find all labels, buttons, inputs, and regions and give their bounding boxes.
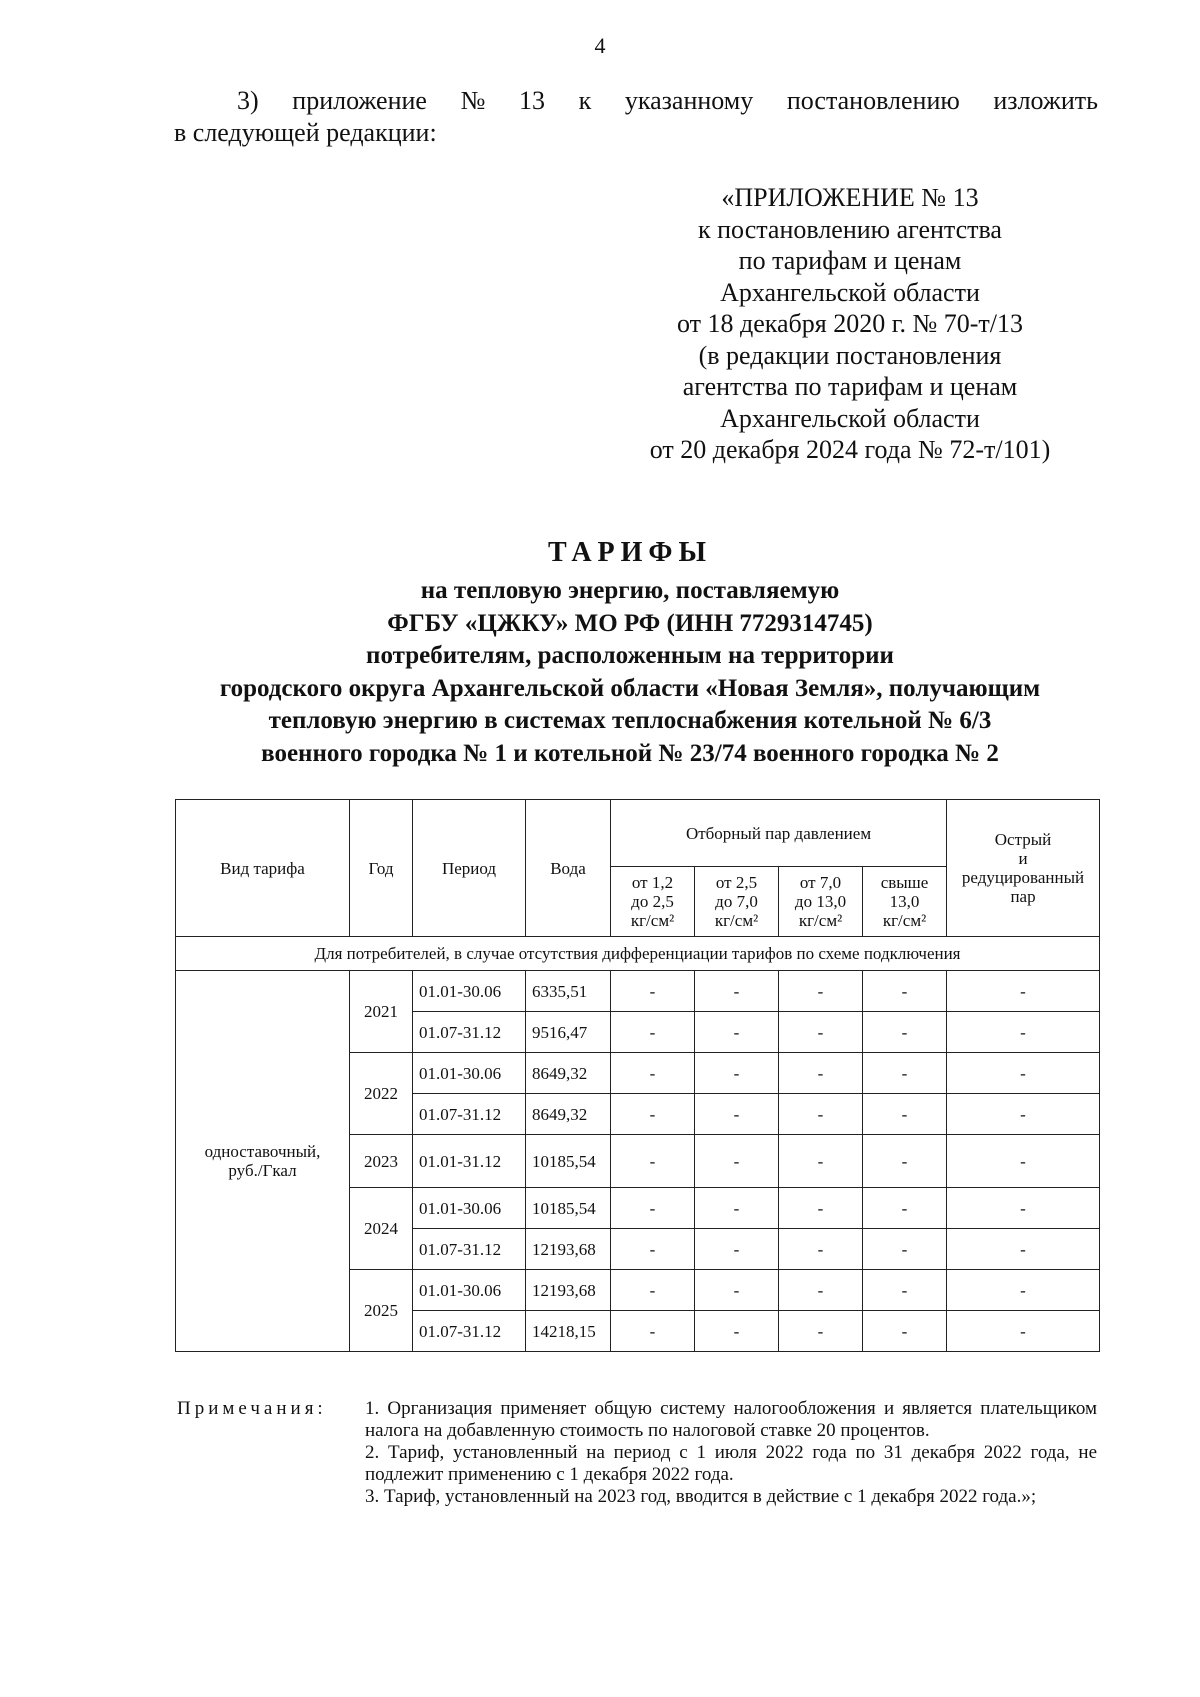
header-text: до 7,0 (715, 892, 758, 911)
note-item: 2. Тариф, установленный на период с 1 июля 2022 года по 31 декабря 2022 года, не подлежит применению с 1 декабря 2022 года. (365, 1442, 1097, 1485)
steam-value-cell: - (947, 1229, 1100, 1270)
steam-value-cell: - (779, 971, 863, 1012)
water-value-cell: 10185,54 (526, 1188, 611, 1229)
header-text: до 13,0 (794, 892, 847, 911)
note-item: 1. Организация применяет общую систему налогообложения и является плательщиком налога на добавленную стоимость по налоговой ставке 20 процентов. (365, 1398, 1097, 1441)
steam-value-cell: - (863, 1012, 947, 1053)
steam-value-cell: - (779, 1053, 863, 1094)
steam-value-cell: - (779, 1311, 863, 1352)
intro-word: приложение (292, 86, 427, 115)
steam-value-cell: - (611, 1311, 695, 1352)
header-steam-4 (863, 867, 947, 937)
appendix-header (600, 182, 1100, 466)
steam-value-cell: - (695, 1311, 779, 1352)
steam-value-cell: - (611, 1229, 695, 1270)
header-text: редуцированный (961, 868, 1085, 887)
header-tariff-type: Вид тарифа (176, 800, 350, 937)
intro-line-1 (174, 85, 1098, 117)
header-text: от 2,5 (715, 873, 758, 892)
header-text: кг/см² (798, 911, 843, 930)
steam-value-cell: - (947, 1053, 1100, 1094)
steam-value-cell: - (611, 1053, 695, 1094)
steam-value-cell: - (947, 1094, 1100, 1135)
header-period: Период (413, 800, 526, 937)
intro-word: указанному (624, 86, 754, 115)
steam-value-cell: - (863, 971, 947, 1012)
steam-value-cell: - (611, 971, 695, 1012)
year-cell: 2021 (350, 971, 413, 1053)
steam-value-cell: - (611, 1012, 695, 1053)
intro-word: изложить (993, 86, 1098, 115)
period-cell: 01.07-31.12 (413, 1094, 526, 1135)
header-text: кг/см² (714, 911, 759, 930)
water-value-cell: 9516,47 (526, 1012, 611, 1053)
water-value-cell: 10185,54 (526, 1135, 611, 1188)
period-cell: 01.01-30.06 (413, 971, 526, 1012)
water-value-cell: 8649,32 (526, 1053, 611, 1094)
period-cell: 01.01-30.06 (413, 1053, 526, 1094)
steam-value-cell: - (863, 1270, 947, 1311)
steam-value-cell: - (611, 1270, 695, 1311)
title-line: военного городка № 1 и котельной № 23/74 военного городка № 2 (261, 739, 999, 767)
steam-value-cell: - (695, 1229, 779, 1270)
steam-value-cell: - (863, 1135, 947, 1188)
intro-word: 3) (237, 86, 259, 115)
header-steam-group: Отборный пар давлением (611, 800, 947, 867)
title-line: тепловую энергию в системах теплоснабжения котельной № 6/3 (268, 707, 992, 734)
period-cell: 01.01-30.06 (413, 1270, 526, 1311)
steam-value-cell: - (779, 1012, 863, 1053)
intro-word: постановлению (786, 86, 960, 115)
header-text: до 2,5 (631, 892, 674, 911)
steam-value-cell: - (947, 971, 1100, 1012)
appendix-line: Архангельской области (720, 403, 980, 433)
document-title (160, 535, 1100, 770)
intro-word: 13 (519, 86, 545, 115)
title-heading: ТАРИФЫ (548, 537, 712, 568)
water-value-cell: 12193,68 (526, 1229, 611, 1270)
section-row: Для потребителей, в случае отсутствия дифференциации тарифов по схеме подключения (176, 937, 1100, 971)
steam-value-cell: - (695, 1094, 779, 1135)
steam-value-cell: - (863, 1094, 947, 1135)
period-cell: 01.07-31.12 (413, 1311, 526, 1352)
steam-value-cell: - (863, 1229, 947, 1270)
steam-value-cell: - (779, 1135, 863, 1188)
tariff-type-text: одноставочный, (204, 1142, 321, 1161)
steam-value-cell: - (779, 1094, 863, 1135)
header-year: Год (350, 800, 413, 937)
tariff-type-cell (176, 971, 350, 1352)
header-text: от 1,2 (631, 873, 674, 892)
header-steam-3 (779, 867, 863, 937)
appendix-line: агентства по тарифам и ценам (682, 372, 1018, 401)
header-text: свыше (880, 873, 929, 892)
tariffs-table (175, 799, 1100, 1352)
appendix-line: Архангельской области (720, 277, 980, 307)
year-cell: 2025 (350, 1270, 413, 1352)
steam-value-cell: - (947, 1135, 1100, 1188)
header-text: и (1018, 849, 1028, 868)
appendix-line: от 18 декабря 2020 г. № 70-т/13 (676, 309, 1024, 338)
steam-value-cell: - (947, 1270, 1100, 1311)
steam-value-cell: - (611, 1094, 695, 1135)
header-text: пар (1010, 887, 1036, 906)
header-steam-1 (611, 867, 695, 937)
water-value-cell: 14218,15 (526, 1311, 611, 1352)
year-cell: 2023 (350, 1135, 413, 1188)
appendix-line: к постановлению агентства (698, 214, 1002, 244)
appendix-line: от 20 декабря 2024 года № 72-т/101) (649, 435, 1051, 464)
water-value-cell: 12193,68 (526, 1270, 611, 1311)
header-text: от 7,0 (799, 873, 842, 892)
intro-word: № (460, 86, 486, 115)
period-cell: 01.07-31.12 (413, 1229, 526, 1270)
steam-value-cell: - (695, 1270, 779, 1311)
table-row (176, 971, 1100, 1012)
steam-value-cell: - (695, 1053, 779, 1094)
steam-value-cell: - (695, 1188, 779, 1229)
appendix-line: (в редакции постановления (698, 340, 1002, 370)
header-text: Острый (994, 830, 1052, 849)
page-number: 4 (594, 33, 606, 58)
header-text: кг/см² (882, 911, 927, 930)
title-line: городского округа Архангельской области «Новая Земля», получающим (219, 674, 1041, 702)
title-line: на тепловую энергию, поставляемую (420, 577, 840, 604)
header-text: 13,0 (889, 892, 920, 911)
header-text: кг/см² (630, 911, 675, 930)
steam-value-cell: - (947, 1188, 1100, 1229)
notes-block (177, 1398, 1097, 1508)
water-value-cell: 6335,51 (526, 971, 611, 1012)
intro-word: к (578, 86, 592, 115)
steam-value-cell: - (863, 1311, 947, 1352)
appendix-line: «ПРИЛОЖЕНИЕ № 13 (721, 183, 979, 212)
water-value-cell: 8649,32 (526, 1094, 611, 1135)
steam-value-cell: - (695, 1135, 779, 1188)
steam-value-cell: - (695, 971, 779, 1012)
steam-value-cell: - (779, 1270, 863, 1311)
header-water: Вода (526, 800, 611, 937)
steam-value-cell: - (695, 1012, 779, 1053)
header-steam-2 (695, 867, 779, 937)
note-item: 3. Тариф, установленный на 2023 год, вводится в действие с 1 декабря 2022 года.»; (365, 1486, 1037, 1507)
steam-value-cell: - (863, 1053, 947, 1094)
year-cell: 2024 (350, 1188, 413, 1270)
steam-value-cell: - (863, 1188, 947, 1229)
steam-value-cell: - (779, 1188, 863, 1229)
intro-line-2: в следующей редакции: (174, 118, 437, 147)
steam-value-cell: - (611, 1135, 695, 1188)
steam-value-cell: - (947, 1012, 1100, 1053)
notes-label: Примечания: (177, 1398, 327, 1419)
header-sharp-steam (947, 800, 1100, 937)
steam-value-cell: - (779, 1229, 863, 1270)
title-line: ФГБУ «ЦЖКУ» МО РФ (ИНН 7729314745) (387, 609, 873, 637)
intro-paragraph (174, 85, 1098, 149)
steam-value-cell: - (611, 1188, 695, 1229)
period-cell: 01.01-30.06 (413, 1188, 526, 1229)
period-cell: 01.07-31.12 (413, 1012, 526, 1053)
tariff-type-text: руб./Гкал (228, 1161, 297, 1180)
title-line: потребителям, расположенным на территории (366, 642, 894, 669)
period-cell: 01.01-31.12 (413, 1135, 526, 1188)
year-cell: 2022 (350, 1053, 413, 1135)
appendix-line: по тарифам и ценам (738, 246, 962, 275)
steam-value-cell: - (947, 1311, 1100, 1352)
